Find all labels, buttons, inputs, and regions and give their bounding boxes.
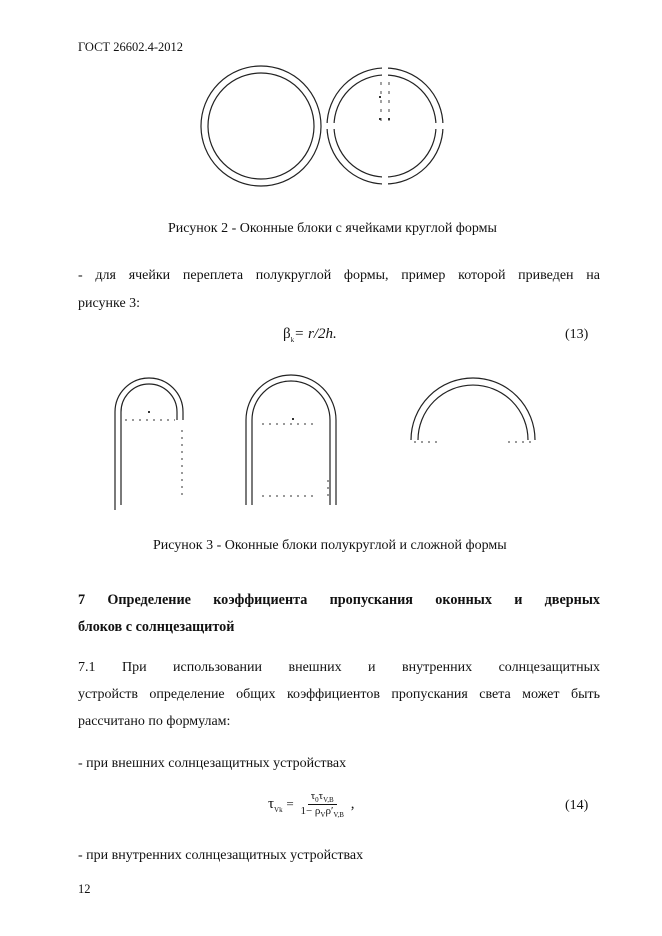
section-7-title-line2: блоков с солнцезащитой bbox=[78, 619, 235, 635]
formula-13-lhs: β bbox=[283, 326, 291, 342]
arch-window-outer bbox=[411, 378, 535, 440]
paragraph-7-1-line1: 7.1 При использовании внешних и внутренних солнцезащитных bbox=[78, 660, 600, 675]
equation-number-13: (13) bbox=[565, 327, 589, 342]
semicircle-paragraph-line2: рисунке 3: bbox=[78, 296, 141, 311]
formula-14-denominator-sub: V bbox=[320, 811, 326, 820]
formula-14-lhs: τ bbox=[268, 796, 275, 813]
formula-14-fraction bbox=[297, 790, 347, 819]
figure-2-caption: Рисунок 2 - Оконные блоки с ячейками круглой формы bbox=[168, 221, 497, 236]
formula-14: $\tau_{Vk}$ = $\frac{\tau_0\tau_{V,B}}{1- \rho_V\rho'_{V,B}}$ , bbox=[268, 790, 355, 820]
semicircle-window-inner-1 bbox=[121, 384, 177, 505]
arch-window-inner bbox=[418, 385, 528, 440]
figure-3-caption: Рисунок 3 - Оконные блоки полукруглой и сложной формы bbox=[153, 538, 507, 553]
frame-mark-lines bbox=[125, 420, 532, 500]
complex-window-inner bbox=[252, 381, 330, 505]
document-header: ГОСТ 26602.4-2012 bbox=[78, 40, 183, 54]
formula-14-numerator-sub: 0 bbox=[315, 796, 319, 805]
formula-14-numerator2-sub: V,B bbox=[323, 796, 334, 805]
section-7-title-line1: 7 Определение коэффициента пропускания оконных и дверных bbox=[78, 592, 600, 608]
formula-14-numerator: τ bbox=[310, 790, 316, 802]
paragraph-7-1-line2: устройств определение общих коэффициентов пропускания света может быть bbox=[78, 687, 600, 702]
formula-14-tail: , bbox=[350, 796, 355, 813]
formula-13-sub: k bbox=[290, 336, 295, 344]
list-item-internal-shading: - при внутренних солнцезащитных устройствах bbox=[78, 848, 364, 863]
semicircle-paragraph-line1: - для ячейки переплета полукруглой формы, пример которой приведен на bbox=[78, 268, 600, 283]
formula-14-denominator: 1− ρ bbox=[300, 805, 321, 818]
paragraph-7-1-line3: рассчитано по формулам: bbox=[78, 714, 231, 729]
formula-14-denominator2: ρ′ bbox=[325, 805, 334, 818]
formula-13-rhs: = r/2h. bbox=[294, 326, 337, 342]
formula-14-denominator2-sub: V,B bbox=[333, 811, 344, 820]
complex-window-outer bbox=[246, 375, 336, 505]
list-item-external-shading: - при внешних солнцезащитных устройствах bbox=[78, 756, 347, 771]
page-number: 12 bbox=[78, 882, 91, 896]
formula-14-numerator2: τ bbox=[318, 790, 324, 802]
equation-number-14: (14) bbox=[565, 798, 589, 813]
frame-mark-points bbox=[148, 411, 294, 420]
formula-14-lhs-sub: Vk bbox=[274, 806, 283, 815]
